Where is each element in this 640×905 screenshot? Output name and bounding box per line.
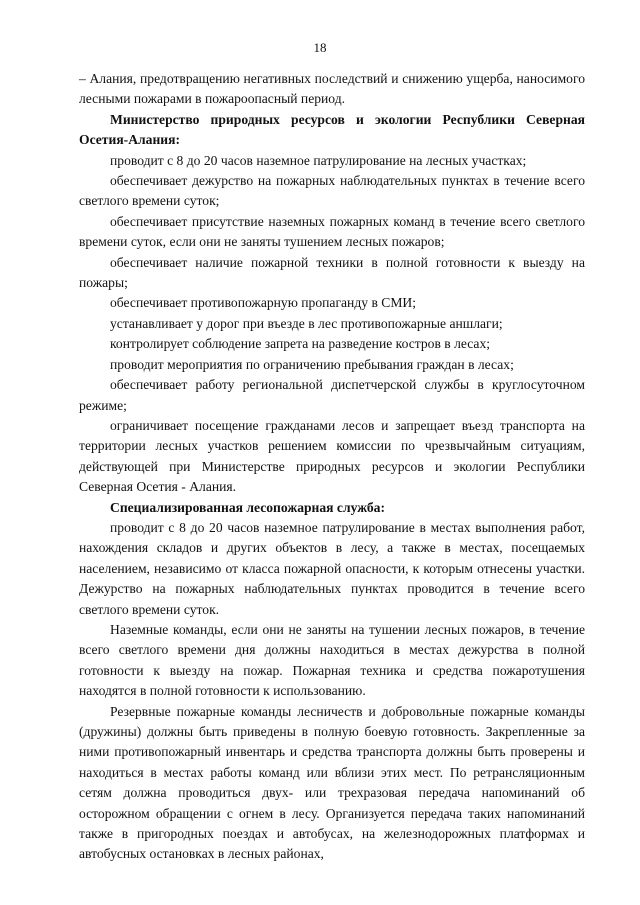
paragraph-reserve-teams: Резервные пожарные команды лесничеств и добровольные пожарные команды (дружины) должны быть приведены в полную боевую готовность. Закрепленные за ними противопожарный инвентарь и средства транспорта должны быть проверены и находиться в местах работы команд или вблизи этих мест. По ретрансляционным сетям должна проводиться двух- или трехразовая передача напоминаний об осторожном обращении с огнем в лесу. Организуется передача таких напоминаний также в пригородных поездах и автобусах, на железнодорожных платформах и автобусных остановках в лесных районах, [79,703,585,862]
list-item-bonfire-ban: контролирует соблюдение запрета на разведение костров в лесах; [110,336,491,352]
heading-ministry: Министерство природных ресурсов и экологии Республики Северная Осетия-Алания: [79,111,585,148]
list-item-access-limit: проводит мероприятия по ограничению пребывания граждан в лесах; [110,356,514,372]
document-body [79,69,585,865]
list-item-media: обеспечивает противопожарную пропаганду в СМИ; [110,295,417,311]
paragraph-ground-teams: Наземные команды, если они не заняты на тушении лесных пожаров, в течение всего светлого времени дня должны находиться в местах дежурства в полной готовности к выезду на пожар. Пожарная техника и средства пожаротушения находятся в полной готовности к использованию. [79,621,585,699]
list-item-observation: обеспечивает дежурство на пожарных наблюдательных пунктах в течение всего светлого времени суток; [79,173,585,209]
paragraph-intro: – Алания, предотвращению негативных последствий и снижению ущерба, наносимого лесными пожарами в пожароопасный период. [79,71,585,107]
list-item-patrol: проводит с 8 до 20 часов наземное патрулирование на лесных участках; [110,152,527,168]
paragraph-service-patrol: проводит с 8 до 20 часов наземное патрулирование в местах выполнения работ, нахождения складов и других объектов в лесу, а также в местах, посещаемых населением, независимо от класса пожарной опасности, к которым отнесены участки. Дежурство на пожарных наблюдательных пунктах проводится в течение всего светлого времени суток. [79,519,585,617]
list-item-signs: устанавливает у дорог при въезде в лес противопожарные аншлаги; [110,315,503,331]
list-item-fire-crews: обеспечивает присутствие наземных пожарных команд в течение всего светлого времени суток, если они не заняты тушением лесных пожаров; [79,213,585,250]
list-item-dispatch-a: обеспечивает работу региональной диспетчерской службы в круглосуточном режиме; [79,377,585,413]
heading-fire-service: Специализированная лесопожарная служба: [110,499,386,515]
list-item-restriction: ограничивает посещение гражданами лесов и запрещает въезд транспорта на территории лесных участков решением комиссии по чрезвычайным ситуациям, действующей при Министерстве природных ресурсов и экологии Республики Северная Осетия - Алания. [79,417,585,495]
list-item-equipment: обеспечивает наличие пожарной техники в полной готовности к выезду на пожары; [79,254,585,291]
page-number: 18 [313,40,327,55]
